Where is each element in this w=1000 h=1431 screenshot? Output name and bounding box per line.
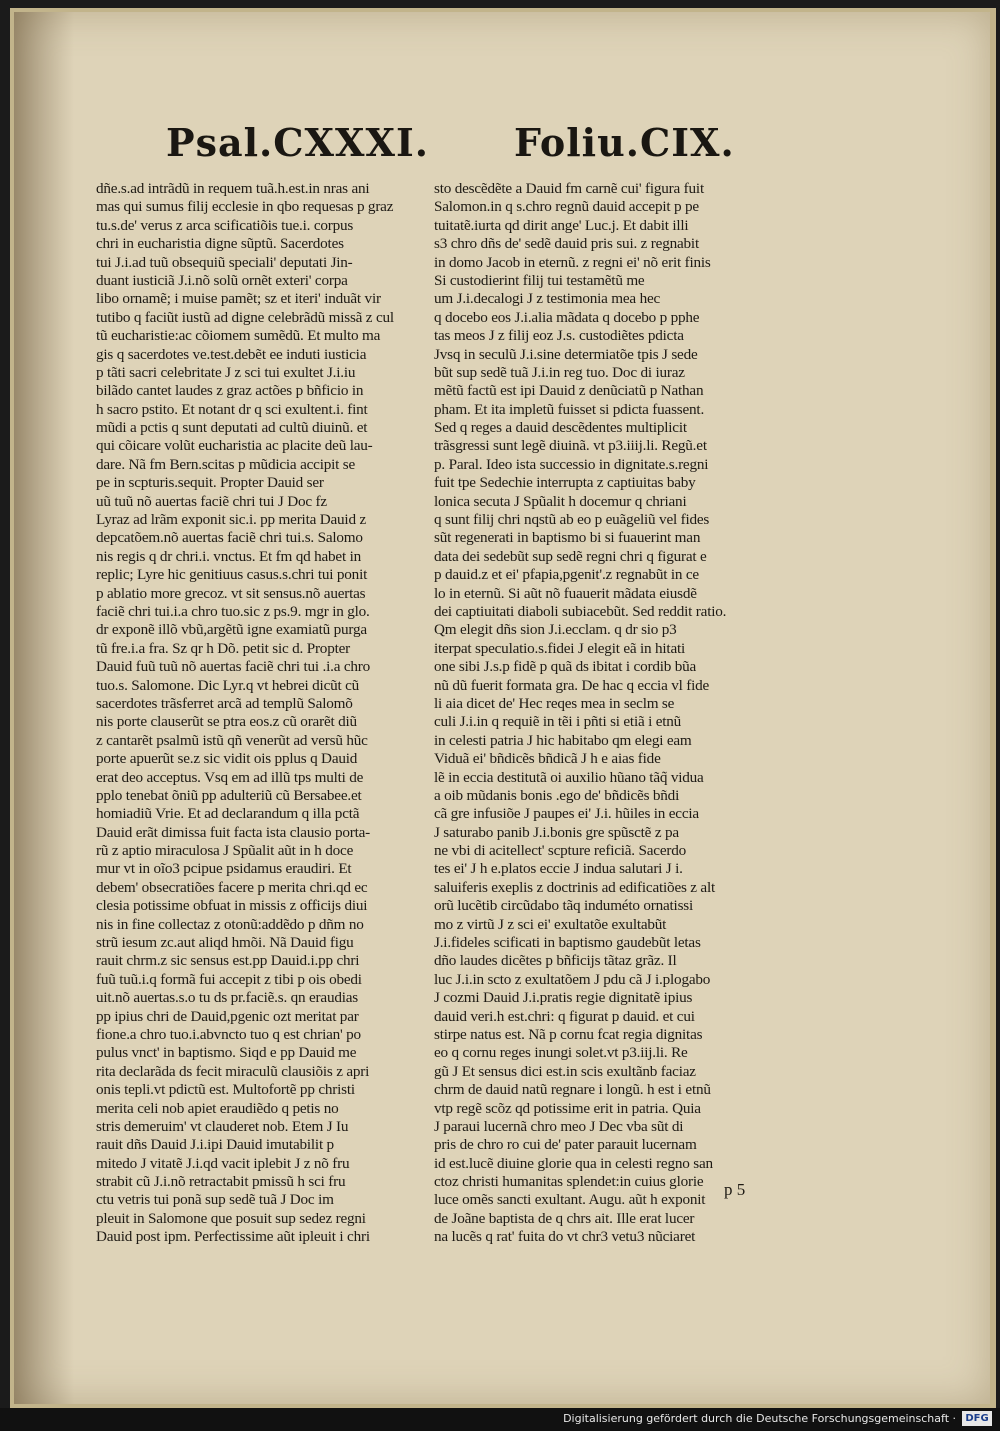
text-line: pp ipius chri de Dauid,pgenic ozt meritat par: [96, 1007, 359, 1025]
text-line: ctu vetris tui ponã sup sedẽ tuã J Doc im: [96, 1191, 334, 1209]
text-line: nis porte clauserũt se ptra eos.z cũ orarẽt diũ: [96, 713, 357, 731]
text-line: tes ei' J h e.platos eccie J indua salutari J i.: [434, 860, 683, 878]
text-line: tutibo q faciũt iustũ ad digne celebrãdũ missã z cul: [96, 308, 394, 326]
text-column-left: [96, 180, 424, 1247]
text-line: fuit tpe Sedechie interrupta z captiuitas baby: [434, 474, 696, 492]
text-line: J.i.fideles scificati in baptismo gaudebũt letas: [434, 934, 701, 952]
text-line: porte apuerũt se.z sic vidit ois pplus q Dauid: [96, 750, 358, 768]
text-line: fuũ tuũ.i.q formã fui accepit z tibi p ois obedi: [96, 970, 362, 988]
signature-mark: p 5: [724, 1180, 746, 1199]
text-line: mitedo J vitatẽ J.i.qd vacit iplebit J z nõ fru: [96, 1154, 350, 1172]
text-line: trãsgressi sunt legẽ diuinã. vt p3.iiij.li. Regũ.et: [434, 437, 707, 455]
text-line: dñe.s.ad intrãdũ in requem tuã.h.est.in nras ani: [96, 180, 370, 197]
text-line: z cantarẽt psalmũ istũ qñ venerũt ad versũ hũc: [96, 731, 368, 749]
text-line: bilãdo cantet laudes z graz actões p bñficio in: [96, 382, 364, 400]
text-line: Dauid fuũ tuũ nõ auertas faciẽ chri tui .i.a chro: [96, 658, 371, 676]
text-line: one sibi J.s.p fidẽ p quã ds ibitat i cordib bũa: [434, 658, 697, 676]
page-scan: [10, 8, 996, 1408]
text-line: tas meos J z filij eoz J.s. custodiẽtes pdicta: [434, 327, 684, 345]
text-line: Sed q reges a dauid descẽdentes multiplicit: [434, 419, 687, 437]
text-line: dauid veri.h est.chri: q figurat p dauid. et cui: [434, 1007, 695, 1025]
text-line: nis regis q dr chri.i. vnctus. Et fm qd habet in: [96, 547, 361, 565]
text-line: p. Paral. Ideo ista successio in dignitate.s.regni: [434, 455, 709, 473]
text-line: ne vbi di acitellect' scpture reficiã. Sacerdo: [434, 842, 687, 860]
text-line: h sacro pstito. Et notant dr q sci exultent.i. fint: [96, 400, 368, 418]
text-line: J cozmi Dauid J.i.pratis regie dignitatẽ ipius: [434, 989, 693, 1007]
text-line: chri in eucharistia digne sũptũ. Sacerdotes: [96, 235, 344, 253]
running-head-psalm: Psal.CXXXI.: [166, 120, 429, 165]
text-line: gũ J Et sensus dici est.in scis exultãnb faciaz: [434, 1062, 696, 1080]
text-line: sto descẽdẽte a Dauid fm carnẽ cui' figura fuit: [434, 180, 704, 197]
text-line: erat deo acceptus. Vsq em ad illũ tps multi de: [96, 768, 364, 786]
text-line: dare. Nã fm Bern.scitas p mũdicia accipit se: [96, 455, 355, 473]
text-line: Salomon.in q s.chro regnũ dauid accepit p pe: [434, 198, 699, 216]
text-line: Dauid erãt dimissa fuit facta ista clausio porta-: [96, 823, 371, 841]
text-line: lo in eternũ. Si aũt nõ fuauerit mãdata eiusdẽ: [434, 584, 697, 602]
text-line: uũ tuũ nõ auertas faciẽ chri tui J Doc fz: [96, 492, 327, 510]
text-line: uit.nõ auertas.s.o tu ds pr.faciẽ.s. qn eraudias: [96, 989, 359, 1007]
text-line: in domo Jacob in eternũ. z regni ei' nõ erit finis: [434, 253, 711, 271]
text-line: gis q sacerdotes ve.test.debẽt ee induti iusticia: [96, 345, 367, 363]
text-line: rauit chrm.z sic sensus est.pp Dauid.i.pp chri: [96, 952, 360, 970]
text-line: orũ lucẽtib circũdabo tãq induméto ornatissi: [434, 897, 694, 915]
text-line: stirpe natus est. Nã p cornu fcat regia dignitas: [434, 1025, 703, 1043]
text-line: mur vt in oĩo3 pcipue psidamus eraudiri. Et: [96, 860, 352, 878]
text-line: in celesti patria J hic habitabo qm elegi eam: [434, 731, 692, 749]
text-line: homiadiũ Vrie. Et ad declarandum q illa pctã: [96, 805, 360, 823]
text-line: a oib mũdanis bonis .ego de' bñdicẽs bñdi: [434, 786, 680, 804]
dfg-logo-icon: DFG: [962, 1411, 992, 1426]
text-line: dei captiuitati diaboli subiacebũt. Sed reddit ratio.: [434, 602, 727, 620]
funding-notice: Digitalisierung gefördert durch die Deutsche Forschungsgemeinschaft ·: [563, 1412, 956, 1425]
text-line: Si custodierint filij tui testamẽtũ me: [434, 271, 645, 289]
text-line: J paraui lucernã chro meo J Dec vba sũt di: [434, 1117, 684, 1135]
paper-sheet: [14, 12, 990, 1404]
text-line: rũ z aptio miraculosa J Spũalit aũt in h doce: [96, 842, 354, 860]
text-line: tuo.s. Salomone. Dic Lyr.q vt hebrei dicũt cũ: [96, 676, 360, 694]
text-line: q docebo eos J.i.alia mãdata q docebo p pphe: [434, 308, 700, 326]
text-line: dño laudes dicẽtes p bñficijs tãtaz grãz. Il: [434, 952, 677, 970]
text-line: qui cõicare volũt eucharistia ac placite deũ lau-: [96, 437, 373, 455]
text-line: duant iusticiã J.i.nõ solũ ornẽt exteri' corpa: [96, 271, 348, 289]
text-line: tu.s.de' verus z arca scificatiõis tue.i. corpus: [96, 216, 354, 234]
text-line: J saturabo panib J.i.bonis gre spũsctẽ z pa: [434, 823, 679, 841]
text-line: na lucẽs q rat' fuita do vt chr3 vetu3 nũciaret: [434, 1228, 696, 1246]
text-line: culi J.i.in q requiẽ in tẽi i pñti si etiã i etnũ: [434, 713, 682, 731]
text-line: de Joãne baptista de q chrs ait. Ille erat lucer: [434, 1209, 695, 1227]
text-line: ctoz christi humanitas splendet:in cuius glorie: [434, 1173, 704, 1191]
text-line: iterpat speculatio.s.fidei J elegit eã in hitati: [434, 639, 686, 657]
text-line: s3 chro dñs de' sedẽ dauid pris sui. z regnabit: [434, 235, 699, 253]
text-line: pris de chro ro cui de' pater parauit lucernam: [434, 1136, 697, 1154]
text-line: bũt sup sedẽ tuã J.i.in reg tuo. Doc di iuraz: [434, 363, 685, 381]
text-line: luce omẽs sancti exultant. Augu. aũt h exponit: [434, 1191, 706, 1209]
gutter-shadow: [14, 12, 74, 1404]
text-line: mo z virtũ J z sci ei' exultatõe exultabũt: [434, 915, 667, 933]
text-line: depcatõem.nõ auertas faciẽ chri tui.s. Salomo: [96, 529, 363, 547]
text-line: faciẽ chri tui.i.a chro tuo.sic z ps.9. mgr in glo.: [96, 602, 370, 620]
text-line: nis in fine collectaz z otonũ:addẽdo p dñm no: [96, 915, 364, 933]
text-line: p dauid.z et ei' pfapia,pgenit'.z regnabũt in ce: [434, 566, 699, 584]
running-head-folio: Foliu.CIX.: [514, 120, 735, 165]
text-line: data dei sedebũt sup sedẽ regni chri q figurat e: [434, 547, 707, 565]
text-line: lonica secuta J Spũalit h docemur q chriani: [434, 492, 687, 510]
text-line: id est.lucẽ diuine glorie qua in celesti regno san: [434, 1154, 713, 1172]
text-line: saluiferis exeplis z doctrinis ad edificatiões z alt: [434, 878, 716, 896]
text-line: eo q cornu reges inungi solet.vt p3.iij.li. Re: [434, 1044, 688, 1062]
text-line: Dauid post ipm. Perfectissime aũt ipleuit i chri: [96, 1228, 370, 1246]
text-line: libo ornamẽ; i muise pamẽt; sz et iteri' induãt vir: [96, 290, 381, 308]
text-line: tuitatẽ.iurta qd dirit ange' Luc.j. Et dabit illi: [434, 216, 689, 234]
text-line: luc J.i.in scto z exultatõem J pdu cã J i.plogabo: [434, 970, 711, 988]
text-line: mẽtũ factũ est ipi Dauid z denũciatũ p Nathan: [434, 382, 704, 400]
text-line: um J.i.decalogi J z testimonia mea hec: [434, 290, 661, 308]
text-line: p tãti sacri celebritate J z sci tui exultet J.i.iu: [96, 363, 356, 381]
text-line: strabit cũ J.i.nõ retractabit pmissũ h sci fru: [96, 1173, 346, 1191]
text-line: vtp regẽ scõz qd potissime erit in patria. Quia: [434, 1099, 701, 1117]
text-line: Viduã ei' bñdicẽs bñdicã J h e aias fide: [434, 750, 661, 768]
text-line: mũdi a pctis q sunt deputati ad cultũ diuinũ. et: [96, 419, 368, 437]
text-line: q sunt filij chri nqstũ ab eo p euãgeliũ vel fides: [434, 511, 710, 529]
text-line: pulus vnct' in baptismo. Siqd e pp Dauid me: [96, 1044, 357, 1062]
text-line: merita celi nob apiet eraudiẽdo q petis no: [96, 1099, 339, 1117]
text-line: Jvsq in seculũ J.i.sine determiatõe tpis J sede: [434, 345, 698, 363]
text-line: mas qui sumus filij ecclesie in qbo requesas p graz: [96, 198, 394, 216]
text-line: replic; Lyre hic genitiuus casus.s.chri tui ponit: [96, 566, 368, 584]
text-line: tui J.i.ad tuũ obsequiũ speciali' deputati Jin-: [96, 253, 353, 271]
footer-bar: [0, 1408, 1000, 1431]
text-line: tũ fre.i.a fra. Sz qr h Dõ. petit sic d. Propter: [96, 639, 351, 657]
text-line: stris demeruim' vt clauderet nob. Etem J Iu: [96, 1117, 349, 1135]
text-line: nũ dũ fuerit formata gra. De hac q eccia vl fide: [434, 676, 710, 694]
text-line: Lyraz ad lrãm exponit sic.i. pp merita Dauid z: [96, 511, 366, 529]
text-line: p ablatio more grecoz. vt sit sensus.nõ auertas: [96, 584, 366, 602]
text-line: rauit dñs Dauid J.i.ipi Dauid imutabilit p: [96, 1136, 334, 1154]
text-line: sacerdotes trãsferret arcã ad templũ Salomõ: [96, 694, 353, 712]
text-line: pham. Et ita impletũ fuisset si pdicta fuassent.: [434, 400, 705, 418]
text-line: lẽ in eccia destitutã oi auxilio hũano tãq̃ vidua: [434, 768, 704, 786]
text-line: onis tepli.vt pdictũ est. Multofortẽ pp christi: [96, 1081, 355, 1099]
text-line: pe in scpturis.sequit. Propter Dauid ser: [96, 474, 324, 492]
text-column-right: [434, 180, 772, 1247]
text-line: debem' obsecratiões facere p merita chri.qd ec: [96, 878, 368, 896]
text-line: pplo tenebat õniũ pp adulteriũ cũ Bersabee.et: [96, 786, 362, 804]
text-line: cã gre infusiõe J paupes ei' J.i. hũiles in eccia: [434, 805, 699, 823]
text-line: strũ iesum zc.aut aliqd hmõi. Nã Dauid figu: [96, 934, 354, 952]
text-line: tũ eucharistie:ac cõiomem sumẽdũ. Et multo ma: [96, 327, 381, 345]
text-line: pleuit in Salomone que posuit sup sedez regni: [96, 1209, 366, 1227]
text-line: dr exponẽ illõ vbũ,argẽtũ igne examiatũ purga: [96, 621, 367, 639]
text-line: li aia dicet de' Hec reqes mea in seclm se: [434, 694, 675, 712]
text-line: clesia potissime obfuat in missis z officijs diui: [96, 897, 368, 915]
text-line: chrm de dauid natũ regnare i longũ. h est i etnũ: [434, 1081, 711, 1099]
text-line: fione.a chro tuo.i.abvncto tuo q est chrian' po: [96, 1025, 361, 1043]
text-line: rita declarãda ds fecit miraculũ clausiõis z apri: [96, 1062, 370, 1080]
text-line: sũt regenerati in baptismo bi si fuauerint man: [434, 529, 701, 547]
text-line: Qm elegit dñs sion J.i.ecclam. q dr sio p3: [434, 621, 677, 639]
